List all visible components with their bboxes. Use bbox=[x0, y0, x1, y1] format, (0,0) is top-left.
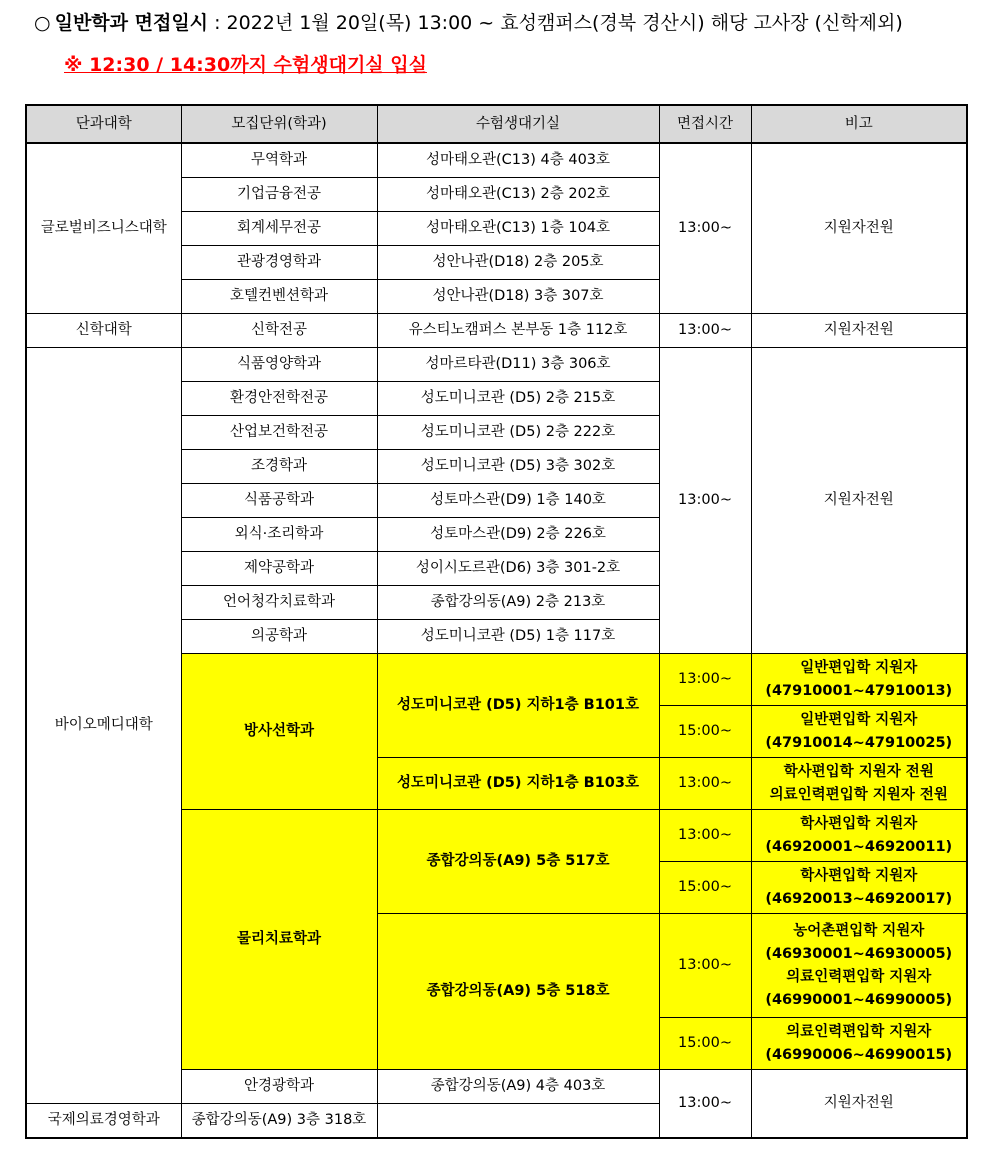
room-cell: 종합강의동(A9) 5층 517호 bbox=[377, 810, 659, 914]
room-cell: 성도미니코관 (D5) 1층 117호 bbox=[377, 620, 659, 654]
dept-cell: 언어청각치료학과 bbox=[181, 586, 377, 620]
room-cell: 성토마스관(D9) 1층 140호 bbox=[377, 484, 659, 518]
time-cell: 13:00~ bbox=[659, 914, 751, 1018]
dept-cell: 무역학과 bbox=[181, 143, 377, 178]
note-line: 일반편입학 지원자 bbox=[800, 659, 918, 676]
col-header: 비고 bbox=[751, 105, 967, 143]
dept-cell: 환경안전학전공 bbox=[181, 382, 377, 416]
college-cell: 글로벌비즈니스대학 bbox=[26, 143, 181, 314]
note-cell bbox=[751, 1018, 967, 1070]
dept-cell: 의공학과 bbox=[181, 620, 377, 654]
time-cell: 15:00~ bbox=[659, 706, 751, 758]
note-line: (46920013~46920017) bbox=[765, 890, 953, 907]
room-cell: 성마르타관(D11) 3층 306호 bbox=[377, 348, 659, 382]
dept-cell: 식품공학과 bbox=[181, 484, 377, 518]
room-cell: 종합강의동(A9) 3층 318호 bbox=[181, 1104, 377, 1139]
col-header: 단과대학 bbox=[26, 105, 181, 143]
dept-cell: 안경광학과 bbox=[181, 1070, 377, 1104]
schedule-heading bbox=[34, 8, 903, 35]
heading-label: 일반학과 면접일시 bbox=[54, 12, 209, 34]
dept-cell: 신학전공 bbox=[181, 314, 377, 348]
room-cell: 종합강의동(A9) 2층 213호 bbox=[377, 586, 659, 620]
time-cell: 13:00~ bbox=[659, 654, 751, 706]
note-cell bbox=[751, 706, 967, 758]
table-header-row bbox=[26, 105, 967, 143]
dept-cell: 제약공학과 bbox=[181, 552, 377, 586]
table-row bbox=[26, 314, 967, 348]
dept-cell: 국제의료경영학과 bbox=[26, 1104, 181, 1139]
college-cell: 신학대학 bbox=[26, 314, 181, 348]
interview-schedule-table bbox=[25, 104, 968, 1139]
dept-cell-radiology: 방사선학과 bbox=[181, 654, 377, 810]
dept-cell: 조경학과 bbox=[181, 450, 377, 484]
time-cell: 15:00~ bbox=[659, 862, 751, 914]
room-cell: 성안나관(D18) 2층 205호 bbox=[377, 246, 659, 280]
time-cell: 13:00~ bbox=[659, 1070, 751, 1139]
heading-detail: 2022년 1월 20일(목) 13:00 ~ 효성캠퍼스(경북 경산시) 해당 고사장 (신학제외) bbox=[226, 12, 903, 34]
note-cell: 지원자전원 bbox=[751, 314, 967, 348]
dept-cell: 산업보건학전공 bbox=[181, 416, 377, 450]
note-cell: 지원자전원 bbox=[751, 348, 967, 654]
room-cell: 성안나관(D18) 3층 307호 bbox=[377, 280, 659, 314]
col-header: 모집단위(학과) bbox=[181, 105, 377, 143]
room-cell: 성이시도르관(D6) 3층 301-2호 bbox=[377, 552, 659, 586]
time-cell: 13:00~ bbox=[659, 143, 751, 314]
room-cell: 종합강의동(A9) 5층 518호 bbox=[377, 914, 659, 1070]
room-cell: 종합강의동(A9) 4층 403호 bbox=[377, 1070, 659, 1104]
table-row bbox=[26, 143, 967, 178]
note-cell bbox=[751, 810, 967, 862]
time-cell: 13:00~ bbox=[659, 810, 751, 862]
note-line: 일반편입학 지원자 bbox=[800, 711, 918, 728]
time-cell: 15:00~ bbox=[659, 1018, 751, 1070]
room-cell: 성토마스관(D9) 2층 226호 bbox=[377, 518, 659, 552]
room-cell: 성도미니코관 (D5) 지하1층 B103호 bbox=[377, 758, 659, 810]
dept-cell: 외식·조리학과 bbox=[181, 518, 377, 552]
note-line: (47910014~47910025) bbox=[765, 734, 953, 751]
table-row bbox=[26, 348, 967, 382]
dept-cell: 회계세무전공 bbox=[181, 212, 377, 246]
dept-cell: 관광경영학과 bbox=[181, 246, 377, 280]
circle-bullet-icon: ○ bbox=[34, 12, 51, 34]
note-cell bbox=[751, 862, 967, 914]
note-cell bbox=[751, 758, 967, 810]
time-cell: 13:00~ bbox=[659, 348, 751, 654]
note-line: (46990006~46990015) bbox=[765, 1046, 953, 1063]
note-line: 학사편입학 지원자 전원 bbox=[783, 763, 934, 780]
note-cell bbox=[751, 914, 967, 1018]
room-cell: 성마태오관(C13) 1층 104호 bbox=[377, 212, 659, 246]
note-line: 의료인력편입학 지원자 전원 bbox=[769, 786, 948, 803]
room-cell: 성도미니코관 (D5) 3층 302호 bbox=[377, 450, 659, 484]
dept-cell-physical-therapy: 물리치료학과 bbox=[181, 810, 377, 1070]
room-cell: 유스티노캠퍼스 본부동 1층 112호 bbox=[377, 314, 659, 348]
note-line: 의료인력편입학 지원자 bbox=[786, 968, 932, 985]
note-line: (46990001~46990005) bbox=[765, 991, 953, 1008]
note-line: 의료인력편입학 지원자 bbox=[786, 1023, 932, 1040]
dept-cell: 기업금융전공 bbox=[181, 178, 377, 212]
note-line: (46930001~46930005) bbox=[765, 945, 953, 962]
col-header: 면접시간 bbox=[659, 105, 751, 143]
note-line: 학사편입학 지원자 bbox=[800, 815, 918, 832]
room-cell: 성도미니코관 (D5) 지하1층 B101호 bbox=[377, 654, 659, 758]
note-line: 학사편입학 지원자 bbox=[800, 867, 918, 884]
note-cell: 지원자전원 bbox=[751, 1070, 967, 1139]
room-cell: 성마태오관(C13) 4층 403호 bbox=[377, 143, 659, 178]
note-line: (46920001~46920011) bbox=[765, 838, 953, 855]
college-cell: 바이오메디대학 bbox=[26, 348, 181, 1104]
time-cell: 13:00~ bbox=[659, 314, 751, 348]
time-cell: 13:00~ bbox=[659, 758, 751, 810]
entry-notice: ※ 12:30 / 14:30까지 수험생대기실 입실 bbox=[64, 54, 427, 76]
room-cell: 성도미니코관 (D5) 2층 215호 bbox=[377, 382, 659, 416]
heading-separator: : bbox=[208, 12, 227, 34]
dept-cell: 식품영양학과 bbox=[181, 348, 377, 382]
note-line: 농어촌편입학 지원자 bbox=[793, 922, 925, 939]
note-cell: 지원자전원 bbox=[751, 143, 967, 314]
col-header: 수험생대기실 bbox=[377, 105, 659, 143]
note-cell bbox=[751, 654, 967, 706]
dept-cell: 호텔컨벤션학과 bbox=[181, 280, 377, 314]
room-cell: 성마태오관(C13) 2층 202호 bbox=[377, 178, 659, 212]
note-line: (47910001~47910013) bbox=[765, 682, 953, 699]
room-cell: 성도미니코관 (D5) 2층 222호 bbox=[377, 416, 659, 450]
